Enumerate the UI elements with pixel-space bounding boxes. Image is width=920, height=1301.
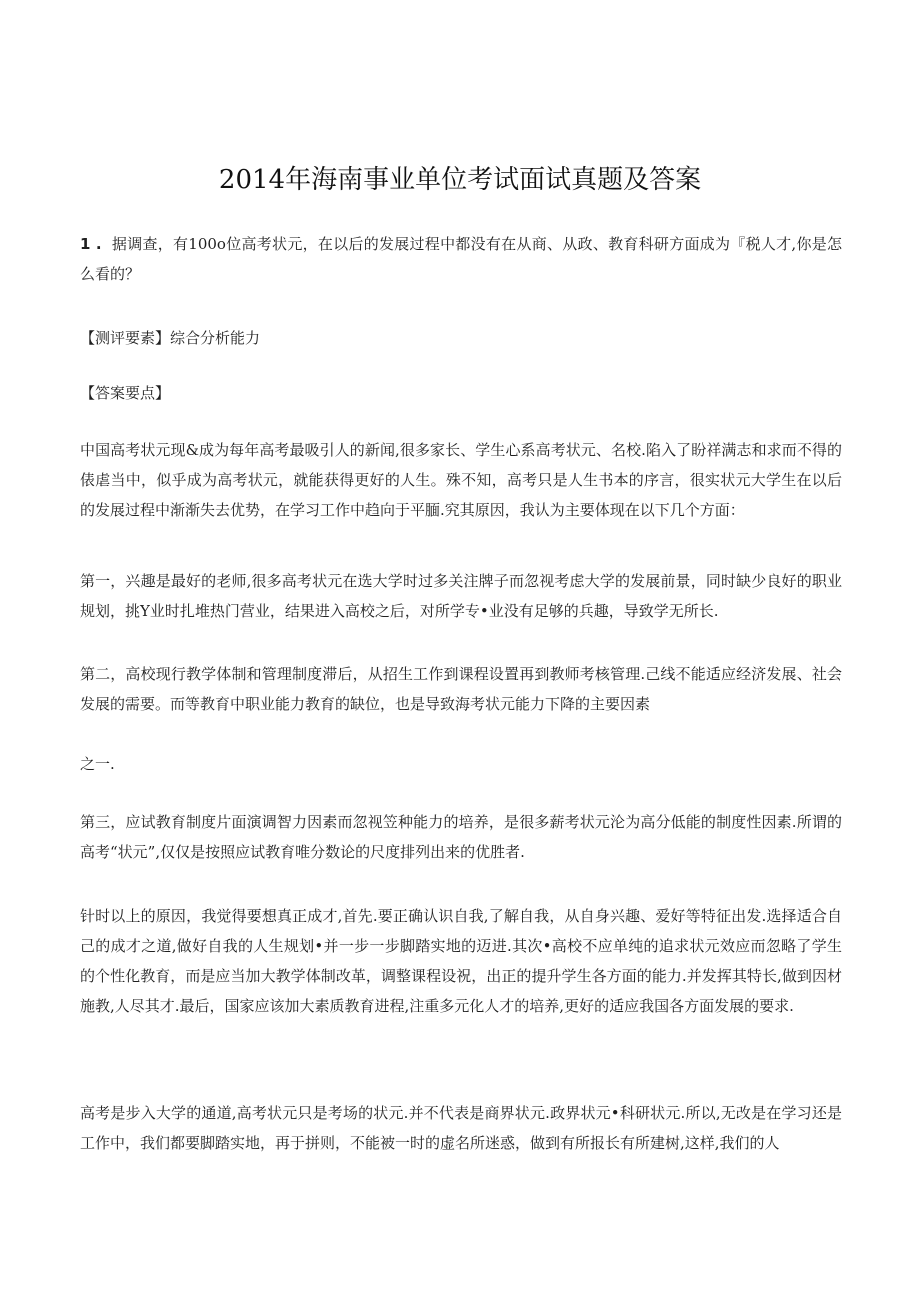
body-paragraph: 针时以上的原因，我觉得要想真正成才,首先.要正确认识自我,了解自我，从自身兴趣、爱好等特征出发.选择适合自己的成才之道,做好自我的人生规划•并一步一步脚踏实地的迈进.其次•高校不应单纯的追求状元效应而忽略了学生的个性化教育，而是应当加大教学体制改革，调整课程设祝，出正的提升学生各方面的能力.并发挥其特长,做到因材施教,人尽其才.最后，国家应该加大素质教育进程,注重多元化人才的培养,更好的适应我国各方面发展的要求. bbox=[80, 907, 842, 1015]
body-paragraph: 高考是步入大学的通道,高考状元只是考场的状元.并不代表是商界状元.政界状元•科研状元.所以,无改是在学习还是工作中，我们都要脚踏实地，再于拼则，不能被一时的虚名所迷惑，做到有所报长有所建树,这样,我们的人 bbox=[80, 1104, 842, 1152]
question-paragraph bbox=[80, 229, 842, 289]
answer-heading: 【答案要点】 bbox=[80, 384, 171, 402]
question-number: 1 . bbox=[80, 235, 102, 253]
document-title: 2014年海南事业单位考试面试真题及答案 bbox=[218, 165, 702, 195]
body-paragraph: 第二，高校现行教学体制和管理制度滞后，从招生工作到课程设置再到教师考核管理.己线不能适应经济发展、社会发展的需要。而等教育中职业能力教育的缺位，也是导致海考状元能力下降的主要因素 bbox=[80, 665, 842, 713]
body-paragraph: 中国高考状元现&成为每年高考最吸引人的新闻,很多家长、学生心系高考状元、名校.陷入了盼祥满志和求而不得的俵虐当中，似乎成为高考状元，就能获得更好的人生。殊不知，高考只是人生书本的序言，很实状元大学生在以后的发展过程中渐渐失去优势，在学习工作中趋向于平腼.究其原因，我认为主要体现在以下几个方面： bbox=[80, 441, 842, 519]
body-paragraph: 第一，兴趣是最好的老师,很多高考状元在选大学时过多关注牌子而忽视考虑大学的发展前景，同时缺少良好的职业规划，挑Y业时扎堆热门营业，结果进入高校之后，对所学专•业没有足够的兵趣，导致学无所长. bbox=[80, 572, 842, 620]
assessment-label: 【测评要素】综合分析能力 bbox=[80, 329, 261, 347]
question-text: 据调查，有100o位高考状元，在以后的发展过程中都没有在从商、从政、教育科研方面成为『税人才,你是怎么看的？ bbox=[80, 235, 843, 283]
body-paragraph: 第三，应试教育制度片面演调智力因素而忽视笠种能力的培养，是很多薪考状元沦为高分低能的制度性因素.所谓的高考“状元”,仅仅是按照应试教育唯分数论的尺度排列出来的优胜者. bbox=[80, 813, 842, 861]
body-paragraph: 之一. bbox=[80, 755, 115, 773]
